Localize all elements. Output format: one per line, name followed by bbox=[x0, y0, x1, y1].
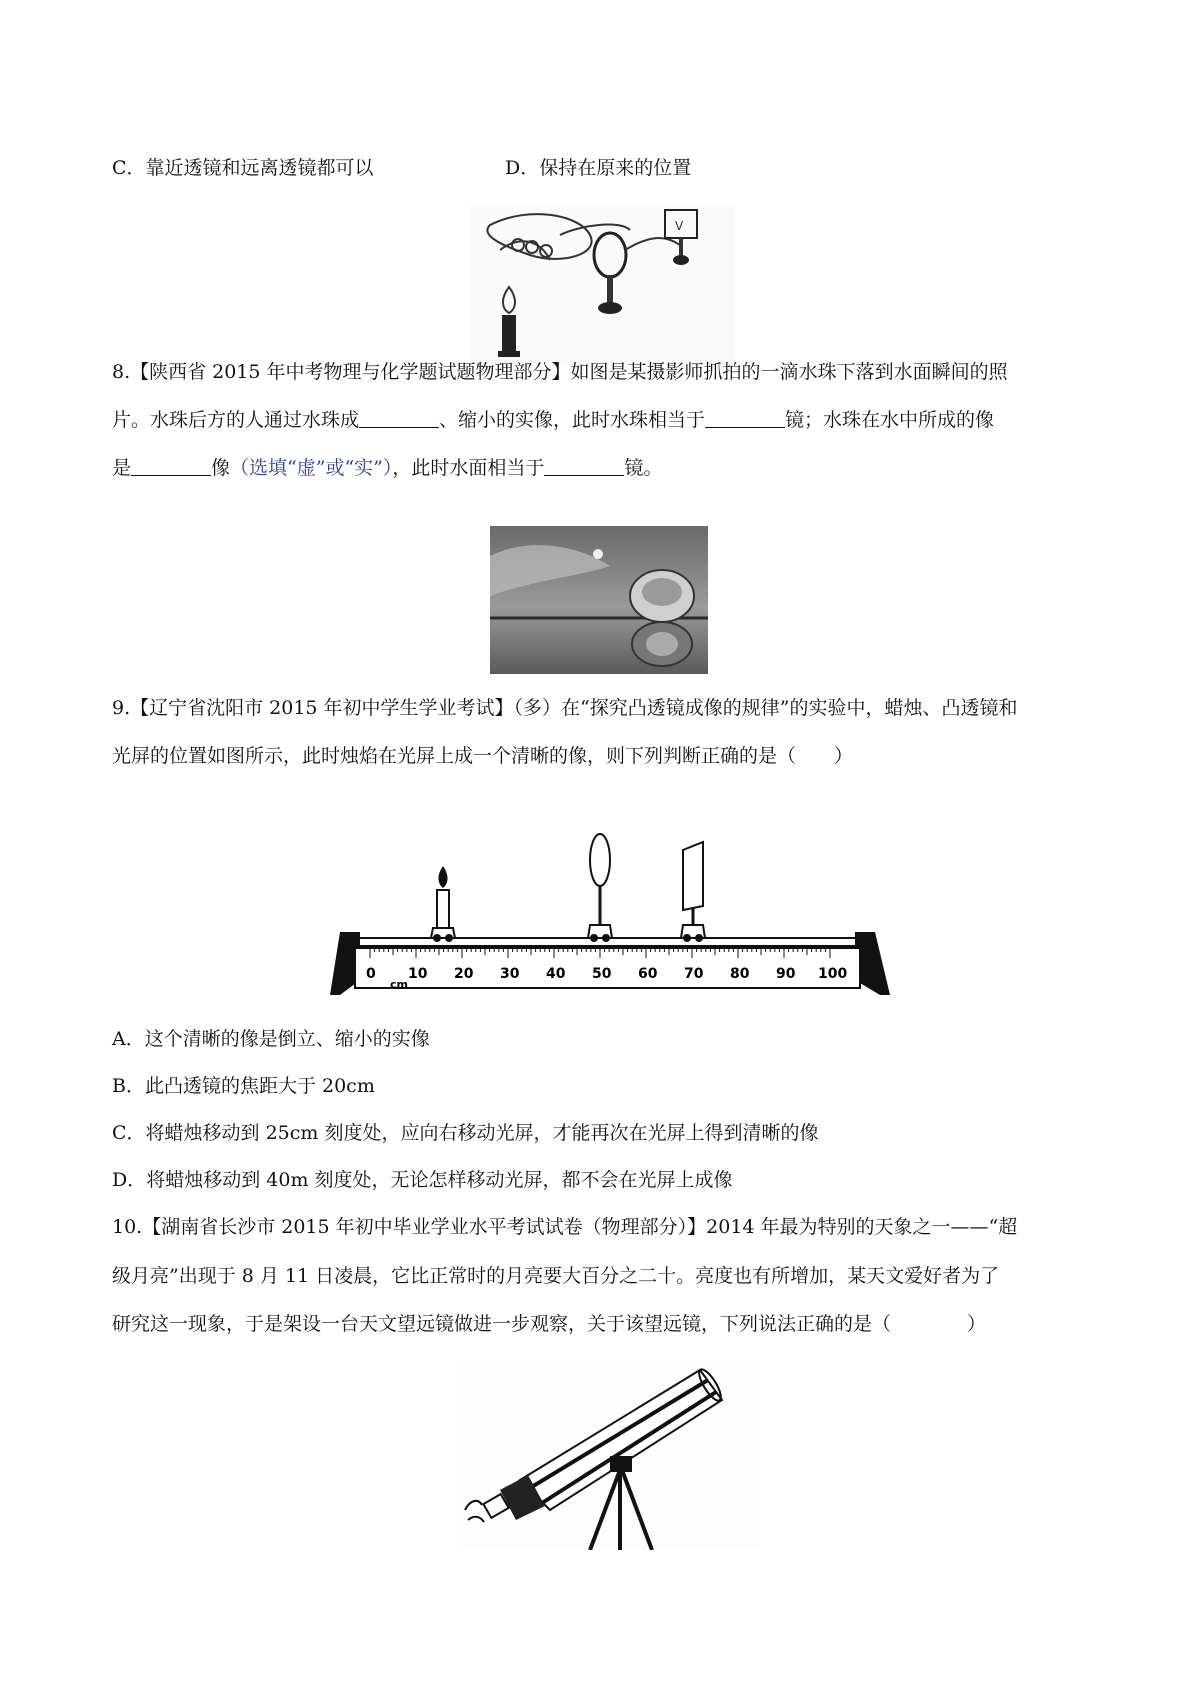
q8-blank-1[interactable] bbox=[359, 409, 439, 428]
q9-option-b: B．此凸透镜的焦距大于 20cm bbox=[112, 1075, 375, 1097]
q9-line2: 光屏的位置如图所示，此时烛焰在光屏上成一个清晰的像，则下列判断正确的是（ ） bbox=[112, 745, 854, 767]
figure-projector-setup bbox=[470, 205, 735, 365]
q8-line3-d: 镜。 bbox=[624, 457, 663, 479]
ruler-tick-label: 50 bbox=[592, 966, 612, 982]
light-screen-icon bbox=[681, 842, 705, 942]
q9-option-c: C．将蜡烛移动到 25cm 刻度处，应向右移动光屏，才能再次在光屏上得到清晰的像 bbox=[112, 1122, 819, 1144]
q8-line3-a: 是 bbox=[112, 457, 132, 479]
ruler-tick-label: 0 bbox=[366, 966, 376, 982]
figure-optical-bench bbox=[300, 820, 900, 1010]
figure-water-droplet-photo bbox=[490, 526, 708, 674]
q9-line1: 9.【辽宁省沈阳市 2015 年初中学生学业考试】（多）在“探究凸透镜成像的规律”的实验中，蜡烛、凸透镜和 bbox=[112, 697, 1018, 719]
ruler-tick-label: 80 bbox=[730, 966, 750, 982]
ruler-tick-label: 30 bbox=[500, 966, 520, 982]
q10-line2: 级月亮”出现于 8 月 11 日凌晨，它比正常时的月亮要大百分之二十。亮度也有所增加，某天文爱好者为了 bbox=[112, 1265, 1000, 1287]
q8-line2-b: 、缩小的实像，此时水珠相当于 bbox=[439, 409, 706, 431]
q8-hint: （选填“虚”或“实”） bbox=[230, 457, 393, 479]
bench-base bbox=[330, 932, 890, 995]
q8-line2-c: 镜；水珠在水中所成的像 bbox=[785, 409, 995, 431]
candle-icon bbox=[431, 866, 455, 942]
option-c: C．靠近透镜和远离透镜都可以 bbox=[112, 157, 374, 179]
q8-line1: 8.【陕西省 2015 年中考物理与化学题试题物理部分】如图是某摄影师抓拍的一滴水珠下落到水面瞬间的照 bbox=[112, 361, 1008, 383]
option-d: D．保持在原来的位置 bbox=[505, 157, 692, 179]
svg-text:V: V bbox=[675, 219, 684, 233]
q10-line3: 研究这一现象，于是架设一台天文望远镜做进一步观察，关于该望远镜，下列说法正确的是（ ） bbox=[112, 1313, 987, 1335]
q9-option-d: D．将蜡烛移动到 40m 刻度处，无论怎样移动光屏，都不会在光屏上成像 bbox=[112, 1169, 733, 1191]
q8-line3-c: ，此时水面相当于 bbox=[392, 457, 545, 479]
q10-line1: 10.【湖南省长沙市 2015 年初中毕业学业水平考试试卷（物理部分）】2014 年最为特别的天象之一——“超 bbox=[112, 1216, 1018, 1238]
q8-line3-b: 像 bbox=[211, 457, 231, 479]
q8-line3 bbox=[112, 454, 662, 482]
q8-line2-a: 片。水珠后方的人通过水珠成 bbox=[112, 409, 360, 431]
ruler-tick-label: 40 bbox=[546, 966, 566, 982]
q9-option-a: A．这个清晰的像是倒立、缩小的实像 bbox=[112, 1028, 430, 1050]
ruler-unit: cm bbox=[390, 978, 408, 991]
ruler-tick-label: 90 bbox=[776, 966, 796, 982]
ruler-tick-label: 10 bbox=[408, 966, 428, 982]
q8-line2 bbox=[112, 406, 994, 434]
q8-blank-4[interactable] bbox=[544, 457, 624, 476]
ruler-tick-label: 20 bbox=[454, 966, 474, 982]
figure-telescope bbox=[460, 1360, 760, 1550]
q8-blank-3[interactable] bbox=[131, 457, 211, 476]
ruler-tick-label: 70 bbox=[684, 966, 704, 982]
convex-lens-icon bbox=[588, 834, 612, 942]
q8-blank-2[interactable] bbox=[705, 409, 785, 428]
ruler-tick-label: 60 bbox=[638, 966, 658, 982]
ruler-tick-label: 100 bbox=[818, 966, 848, 982]
